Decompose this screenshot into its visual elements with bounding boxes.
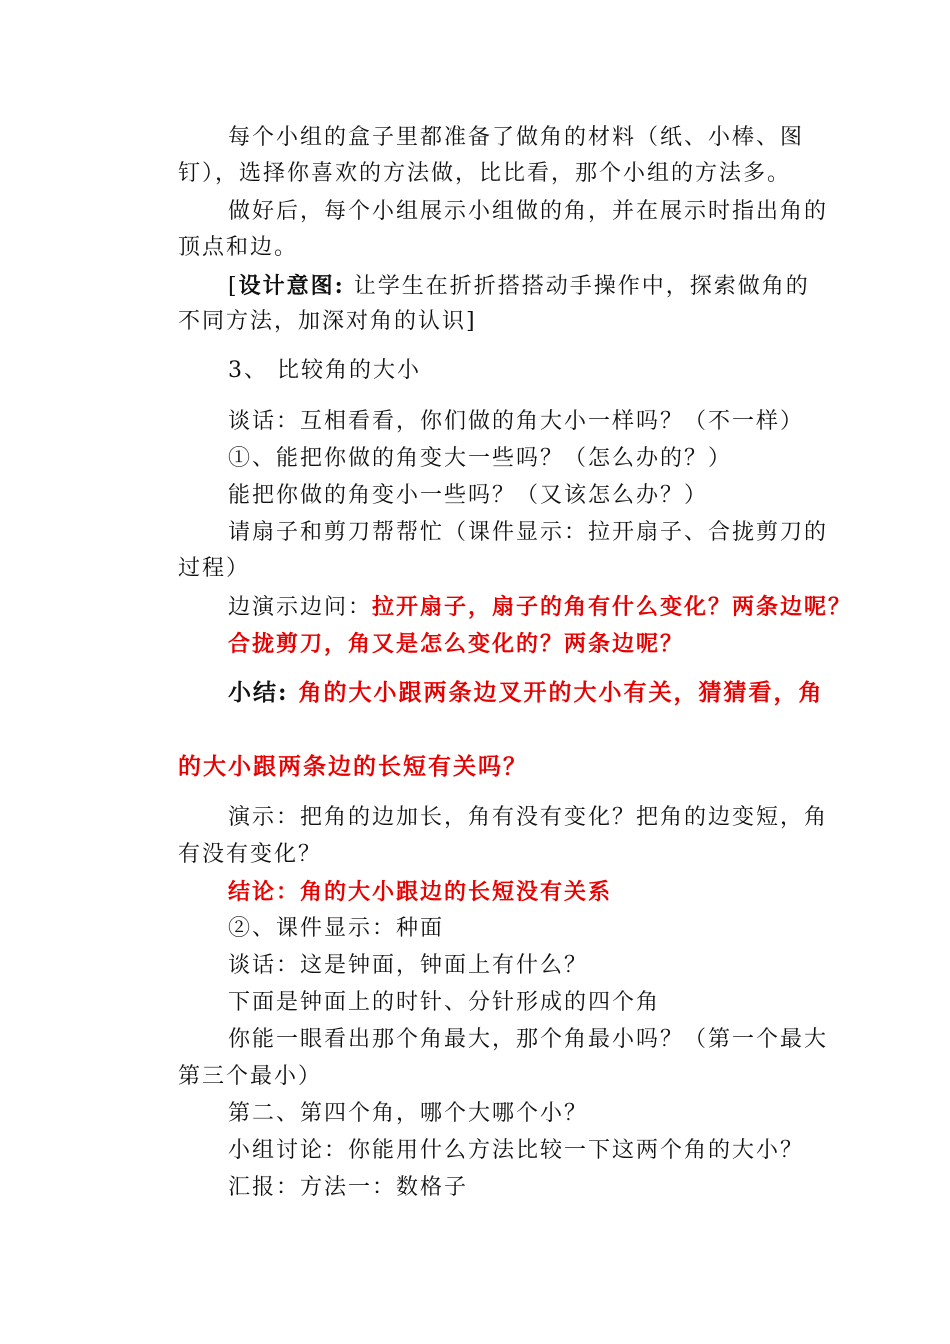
- section-heading: 3、 比较角的大小: [228, 358, 421, 383]
- paragraph-line: 小组讨论：你能用什么方法比较一下这两个角的大小？: [228, 1138, 805, 1163]
- summary-label: 小结:: [228, 679, 289, 706]
- bracket-open: [: [228, 274, 239, 299]
- paragraph-line: 演示：把角的边加长，角有没有变化？把角的边变短，角: [228, 805, 829, 830]
- paragraph-line: 你能一眼看出那个角最大，那个角最小吗？（第一个最大: [228, 1027, 829, 1052]
- paragraph-line: 能把你做的角变小一些吗？（又该怎么办？）: [228, 483, 709, 508]
- paragraph-line: 汇报：方法一：数格子: [228, 1175, 469, 1200]
- paragraph-line: ①、能把你做的角变大一些吗？（怎么办的？）: [228, 446, 733, 471]
- demo-question-red-line: 合拢剪刀，角又是怎么变化的？两条边呢？: [228, 631, 685, 657]
- summary-red-text: 角的大小跟两条边叉开的大小有关，猜猜看，角: [288, 679, 824, 706]
- paragraph-line: 顶点和边。: [178, 235, 299, 260]
- summary-red-line: 的大小跟两条边的长短有关吗？: [178, 753, 528, 780]
- paragraph-line: 请扇子和剪刀帮帮忙（课件显示：拉开扇子、合拢剪刀的: [228, 520, 829, 545]
- paragraph-line: ②、课件显示：种面: [228, 916, 445, 941]
- paragraph-line: 谈话：这是钟面，钟面上有什么？: [228, 953, 589, 978]
- design-intent-text: 让学生在折折搭搭动手操作中，探索做角的: [344, 274, 810, 299]
- conclusion-line: 结论：角的大小跟边的长短没有关系: [228, 879, 613, 905]
- paragraph-line: 做好后，每个小组展示小组做的角，并在展示时指出角的: [228, 199, 829, 224]
- paragraph-line: 第二、第四个角，哪个大哪个小？: [228, 1101, 589, 1126]
- demo-question-line: [228, 591, 868, 624]
- paragraph-line: 过程）: [178, 556, 251, 581]
- summary-line: [228, 677, 868, 709]
- paragraph-line: 每个小组的盒子里都准备了做角的材料（纸、小棒、图: [228, 125, 805, 150]
- paragraph-line: 谈话：互相看看，你们做的角大小一样吗？（不一样）: [228, 409, 805, 434]
- design-intent-label: 设计意图:: [238, 273, 345, 299]
- demo-prefix: 边演示边问：: [228, 595, 373, 620]
- design-intent-line: [228, 270, 868, 303]
- paragraph-line: 下面是钟面上的时针、分针形成的四个角: [228, 990, 661, 1015]
- paragraph-line: 第三个最小）: [178, 1064, 323, 1089]
- demo-question-red: 拉开扇子，扇子的角有什么变化？两条边呢？: [372, 594, 853, 620]
- paragraph-line: 不同方法，加深对角的认识]: [178, 309, 477, 334]
- paragraph-line: 有没有变化？: [178, 842, 323, 867]
- paragraph-line: 钉），选择你喜欢的方法做，比比看，那个小组的方法多。: [178, 161, 792, 186]
